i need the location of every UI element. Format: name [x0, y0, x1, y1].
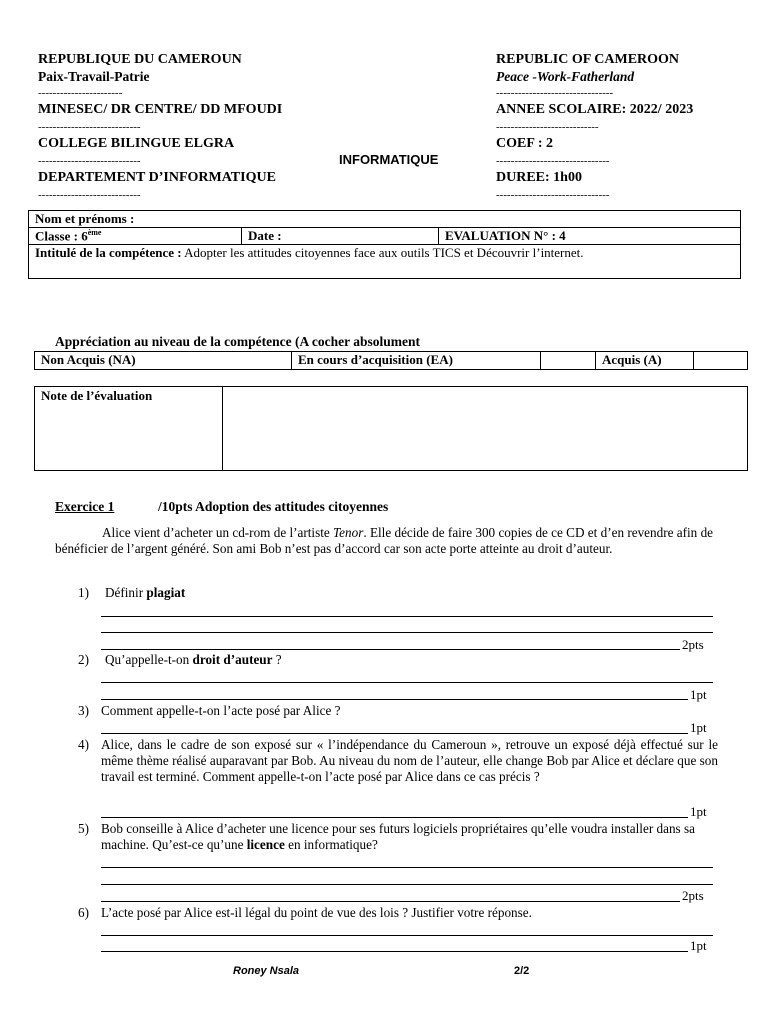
ea-checkbox[interactable]	[541, 352, 596, 370]
motto-en: Peace -Work-Fatherland	[496, 69, 635, 84]
ministry: MINESEC/ DR CENTRE/ DD MFOUDI	[38, 102, 283, 117]
na-label: Non Acquis (NA)	[35, 352, 292, 370]
divider: ----------------------------	[38, 155, 141, 167]
answer-line[interactable]	[101, 632, 713, 633]
divider: -------------------------------	[496, 155, 610, 167]
subject-title: INFORMATIQUE	[339, 152, 439, 167]
a-checkbox[interactable]	[694, 352, 748, 370]
school-name: COLLEGE BILINGUE ELGRA	[38, 136, 235, 151]
question-keyword: droit d’auteur	[192, 652, 273, 667]
points: 1pt	[690, 938, 707, 953]
question-text: L’acte posé par Alice est-il légal du point de vue des lois ? Justifier votre réponse.	[101, 905, 532, 920]
intro-part: Alice vient d’acheter un cd-rom de l’artiste	[102, 525, 334, 540]
divider: ----------------------------	[38, 121, 141, 133]
name-label: Nom et prénoms :	[35, 211, 135, 226]
question-text: Alice, dans le cadre de son exposé sur « l’indépendance du Cameroun », retrouve un exposé déjà effectué sur le même thème réalisé auparavant par Bob. Au niveau du nom de l’auteur, elle change Bob par Alice et déclare que son travail est terminé. Comment appelle-t-on l’acte posé par Alice dans ce cas précis ?	[101, 737, 718, 784]
question-4	[78, 737, 718, 801]
artist-name: Tenor	[333, 525, 364, 540]
answer-line[interactable]	[101, 616, 713, 617]
name-field[interactable]	[29, 211, 741, 228]
question-number: 3)	[78, 703, 89, 718]
appreciation-title: Appréciation au niveau de la compétence (A cocher absolument	[55, 334, 420, 349]
divider: --------------------------------	[496, 87, 614, 99]
duration: DUREE: 1h00	[496, 170, 582, 185]
answer-line[interactable]	[101, 649, 680, 650]
question-number: 1)	[78, 585, 89, 600]
country-fr: REPUBLIQUE DU CAMEROUN	[38, 52, 242, 67]
class-field[interactable]	[29, 228, 242, 245]
answer-line[interactable]	[101, 867, 713, 868]
divider: -----------------------	[38, 87, 123, 99]
points: 1pt	[690, 687, 707, 702]
answer-line[interactable]	[101, 901, 680, 902]
answer-line[interactable]	[101, 733, 688, 734]
points: 2pts	[682, 637, 704, 652]
question-text: en informatique?	[284, 837, 378, 852]
answer-line[interactable]	[101, 682, 713, 683]
points: 1pt	[690, 720, 707, 735]
motto-fr: Paix-Travail-Patrie	[38, 69, 150, 84]
competence-label: Intitulé de la compétence :	[35, 245, 182, 261]
class-label: Classe : 6	[35, 228, 88, 244]
question-text: Bob conseille à Alice d’acheter une licence pour ses futurs logiciels propriétaires qu’elle voudra installer dans sa machine. Qu’est-ce qu’une	[101, 821, 695, 852]
exercise-title: Exercice 1	[55, 499, 115, 514]
evaluation-number: EVALUATION N° : 4	[439, 228, 741, 245]
points: 1pt	[690, 804, 707, 819]
question-text: Définir	[105, 585, 147, 600]
competence-row	[29, 245, 741, 279]
intro-part: . Elle décide de faire 300 copies de ce CD et d’en revendre afin de bénéficier de l’argent généré. Son ami Bob n’est pas d’accord car son acte porte atteinte au droit d’auteur.	[55, 525, 714, 556]
school-year: ANNEE SCOLAIRE: 2022/ 2023	[496, 102, 694, 117]
page-number: 2/2	[514, 965, 530, 977]
answer-line[interactable]	[101, 935, 713, 936]
note-field[interactable]	[223, 387, 748, 471]
question-keyword: plagiat	[146, 585, 186, 600]
ea-label: En cours d’acquisition (EA)	[292, 352, 541, 370]
divider: -------------------------------	[496, 189, 610, 201]
question-number: 5)	[78, 821, 89, 836]
country-en: REPUBLIC OF CAMEROON	[496, 52, 680, 67]
appreciation-table	[34, 351, 748, 370]
exercise-points-title: /10pts Adoption des attitudes citoyennes	[158, 499, 389, 514]
coefficient: COEF : 2	[496, 136, 554, 151]
question-number: 2)	[78, 652, 89, 667]
question-keyword: licence	[246, 837, 285, 852]
date-field[interactable]	[242, 228, 439, 245]
answer-line[interactable]	[101, 884, 713, 885]
date-label: Date :	[248, 228, 282, 243]
question-number: 4)	[78, 737, 89, 752]
note-table	[34, 386, 748, 471]
class-sup: ème	[87, 228, 102, 237]
question-number: 6)	[78, 905, 89, 920]
points: 2pts	[682, 888, 704, 903]
answer-line[interactable]	[101, 951, 688, 952]
note-label: Note de l’évaluation	[35, 387, 223, 471]
question-text: Qu’appelle-t-on	[105, 652, 193, 667]
footer-author: Roney Nsala	[233, 965, 300, 977]
a-label: Acquis (A)	[596, 352, 694, 370]
divider: ----------------------------	[496, 121, 599, 133]
question-text: Comment appelle-t-on l’acte posé par Alice ?	[101, 703, 341, 718]
student-info-table	[28, 210, 741, 279]
divider: ----------------------------	[38, 189, 141, 201]
department: DEPARTEMENT D’INFORMATIQUE	[38, 170, 276, 185]
question-text: ?	[272, 652, 282, 667]
competence-text: Adopter les attitudes citoyennes face aux outils TICS et Découvrir l’internet.	[181, 245, 584, 261]
exercise-intro	[55, 525, 715, 557]
answer-line[interactable]	[101, 817, 688, 818]
answer-line[interactable]	[101, 699, 688, 700]
